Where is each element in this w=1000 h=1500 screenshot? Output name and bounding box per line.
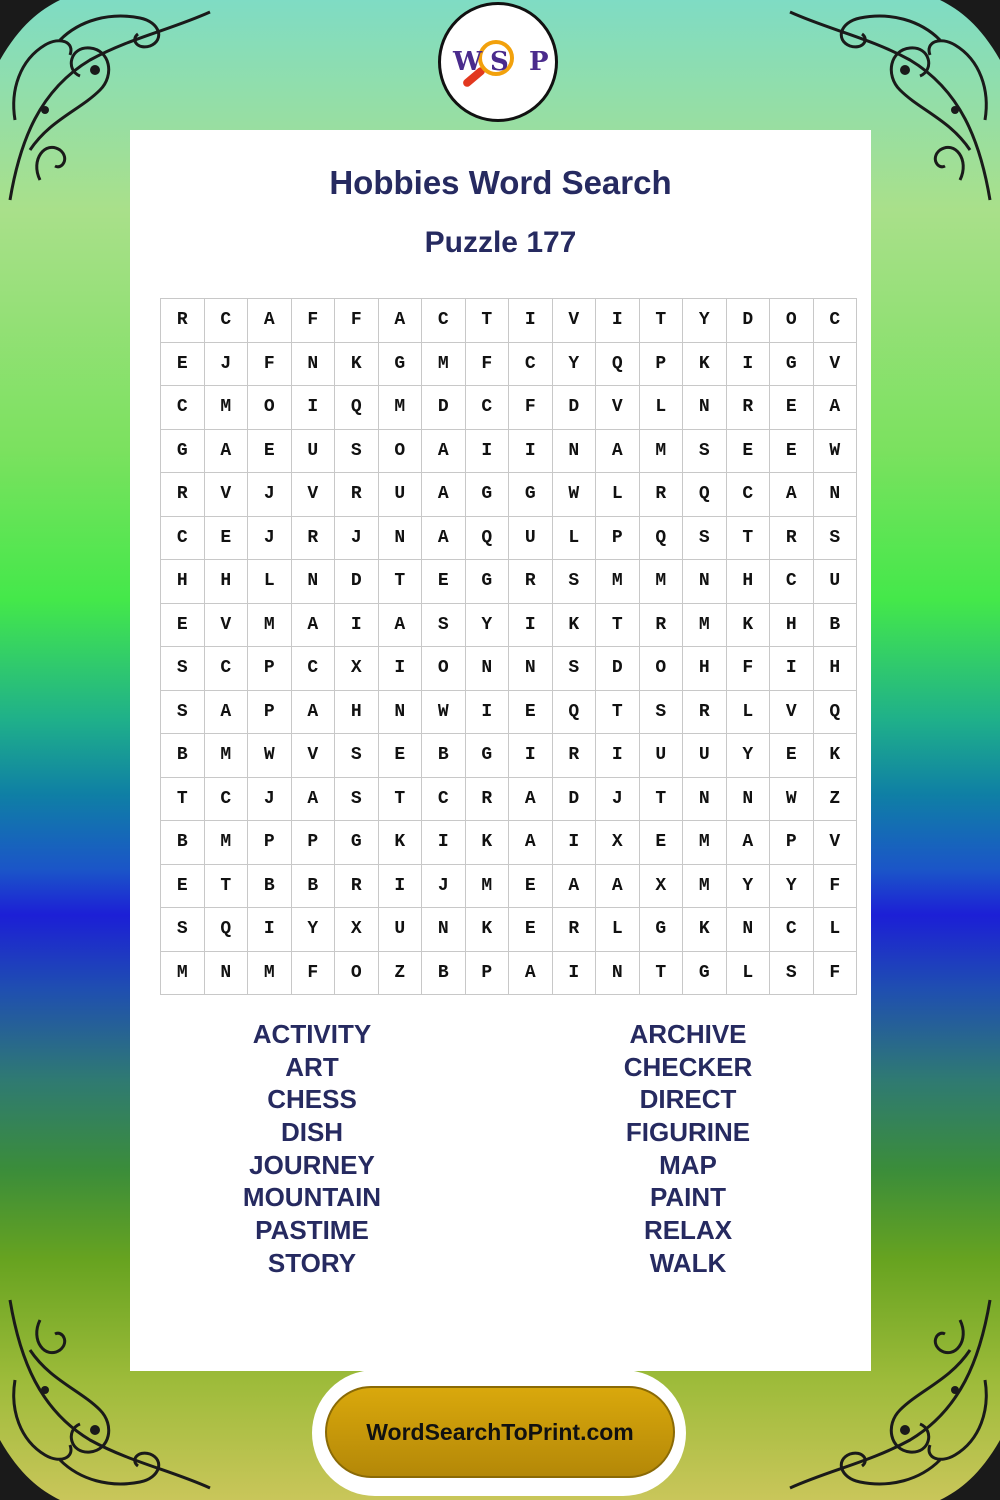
grid-cell[interactable]: T xyxy=(378,560,422,604)
grid-cell[interactable]: A xyxy=(291,603,335,647)
grid-cell[interactable]: R xyxy=(726,386,770,430)
grid-cell[interactable]: C xyxy=(204,647,248,691)
grid-cell[interactable]: M xyxy=(683,603,727,647)
grid-cell[interactable]: R xyxy=(639,603,683,647)
grid-cell[interactable]: R xyxy=(770,516,814,560)
grid-cell[interactable]: X xyxy=(596,821,640,865)
grid-cell[interactable]: D xyxy=(552,777,596,821)
grid-cell[interactable]: U xyxy=(639,734,683,778)
grid-cell[interactable]: T xyxy=(639,951,683,995)
grid-cell[interactable]: F xyxy=(813,864,857,908)
grid-cell[interactable]: U xyxy=(291,429,335,473)
grid-cell[interactable]: Y xyxy=(770,864,814,908)
grid-cell[interactable]: A xyxy=(509,821,553,865)
grid-cell[interactable]: N xyxy=(465,647,509,691)
grid-cell[interactable]: T xyxy=(378,777,422,821)
grid-cell[interactable]: J xyxy=(248,473,292,517)
grid-cell[interactable]: I xyxy=(509,603,553,647)
grid-cell[interactable]: B xyxy=(813,603,857,647)
grid-cell[interactable]: E xyxy=(509,908,553,952)
grid-cell[interactable]: R xyxy=(161,299,205,343)
grid-cell[interactable]: S xyxy=(422,603,466,647)
grid-cell[interactable]: W xyxy=(552,473,596,517)
grid-cell[interactable]: F xyxy=(291,299,335,343)
word-list-item: MOUNTAIN xyxy=(242,1182,382,1213)
grid-cell[interactable]: A xyxy=(422,429,466,473)
grid-cell[interactable]: Q xyxy=(204,908,248,952)
grid-row xyxy=(161,473,857,517)
grid-cell[interactable]: T xyxy=(639,299,683,343)
grid-cell[interactable]: H xyxy=(335,690,379,734)
grid-cell[interactable]: L xyxy=(639,386,683,430)
grid-cell[interactable]: S xyxy=(683,429,727,473)
grid-cell[interactable]: R xyxy=(683,690,727,734)
grid-cell[interactable]: E xyxy=(770,386,814,430)
grid-cell[interactable]: I xyxy=(552,951,596,995)
grid-cell[interactable]: L xyxy=(596,908,640,952)
grid-cell[interactable]: A xyxy=(813,386,857,430)
grid-cell[interactable]: J xyxy=(248,516,292,560)
grid-cell[interactable]: M xyxy=(422,342,466,386)
word-list-item: DIRECT xyxy=(639,1084,737,1115)
grid-cell[interactable]: K xyxy=(683,342,727,386)
grid-cell[interactable]: Y xyxy=(683,299,727,343)
grid-cell[interactable]: F xyxy=(813,951,857,995)
grid-cell[interactable]: P xyxy=(596,516,640,560)
grid-cell[interactable]: K xyxy=(465,908,509,952)
grid-cell[interactable]: I xyxy=(726,342,770,386)
grid-cell[interactable]: W xyxy=(422,690,466,734)
grid-cell[interactable]: P xyxy=(465,951,509,995)
grid-cell[interactable]: Q xyxy=(552,690,596,734)
grid-cell[interactable]: T xyxy=(204,864,248,908)
grid-cell[interactable]: C xyxy=(813,299,857,343)
grid-cell[interactable]: R xyxy=(465,777,509,821)
grid-cell[interactable]: M xyxy=(639,560,683,604)
grid-cell[interactable]: I xyxy=(378,647,422,691)
grid-row xyxy=(161,342,857,386)
grid-cell[interactable]: C xyxy=(291,647,335,691)
grid-cell[interactable]: L xyxy=(248,560,292,604)
grid-cell[interactable]: Y xyxy=(552,342,596,386)
grid-cell[interactable]: C xyxy=(509,342,553,386)
grid-cell[interactable]: Z xyxy=(378,951,422,995)
grid-cell[interactable]: W xyxy=(770,777,814,821)
grid-cell[interactable]: J xyxy=(596,777,640,821)
grid-row xyxy=(161,429,857,473)
grid-cell[interactable]: G xyxy=(770,342,814,386)
grid-cell[interactable]: L xyxy=(552,516,596,560)
grid-cell[interactable]: M xyxy=(683,864,727,908)
website-link-button[interactable]: WordSearchToPrint.com xyxy=(325,1386,675,1478)
grid-cell[interactable]: N xyxy=(422,908,466,952)
grid-cell[interactable]: M xyxy=(161,951,205,995)
grid-cell[interactable]: S xyxy=(639,690,683,734)
grid-cell[interactable]: N xyxy=(552,429,596,473)
grid-cell[interactable]: D xyxy=(335,560,379,604)
grid-cell[interactable]: C xyxy=(204,777,248,821)
grid-cell[interactable]: T xyxy=(465,299,509,343)
puzzle-sheet xyxy=(130,130,871,1371)
word-list-item: PASTIME xyxy=(255,1215,369,1246)
grid-cell[interactable]: L xyxy=(813,908,857,952)
grid-cell[interactable]: H xyxy=(161,560,205,604)
grid-cell[interactable]: G xyxy=(335,821,379,865)
grid-cell[interactable]: L xyxy=(596,473,640,517)
grid-cell[interactable]: M xyxy=(204,386,248,430)
grid-row xyxy=(161,821,857,865)
logo-letter-w: W xyxy=(453,47,483,77)
grid-cell[interactable]: D xyxy=(726,299,770,343)
word-list-item: STORY xyxy=(267,1247,357,1278)
grid-cell[interactable]: I xyxy=(465,429,509,473)
grid-row xyxy=(161,647,857,691)
word-list-item: CHESS xyxy=(267,1084,357,1115)
grid-cell[interactable]: A xyxy=(552,864,596,908)
grid-cell[interactable]: R xyxy=(552,908,596,952)
grid-cell[interactable]: G xyxy=(683,951,727,995)
grid-cell[interactable]: C xyxy=(161,516,205,560)
grid-cell[interactable]: N xyxy=(683,777,727,821)
grid-cell[interactable]: O xyxy=(770,299,814,343)
grid-cell[interactable]: M xyxy=(683,821,727,865)
word-list-left xyxy=(162,1018,462,1280)
grid-row xyxy=(161,734,857,778)
grid-cell[interactable]: J xyxy=(422,864,466,908)
word-list-item: ARCHIVE xyxy=(629,1019,747,1049)
grid-row xyxy=(161,951,857,995)
grid-cell[interactable]: C xyxy=(465,386,509,430)
grid-cell[interactable]: I xyxy=(509,429,553,473)
grid-cell[interactable]: K xyxy=(683,908,727,952)
grid-cell[interactable]: S xyxy=(335,777,379,821)
grid-cell[interactable]: R xyxy=(291,516,335,560)
grid-cell[interactable]: I xyxy=(335,603,379,647)
grid-cell[interactable]: E xyxy=(204,516,248,560)
grid-cell[interactable]: Q xyxy=(465,516,509,560)
grid-cell[interactable]: A xyxy=(422,516,466,560)
grid-cell[interactable]: K xyxy=(552,603,596,647)
grid-cell[interactable]: N xyxy=(596,951,640,995)
grid-cell[interactable]: U xyxy=(683,734,727,778)
grid-cell[interactable]: A xyxy=(422,473,466,517)
grid-cell[interactable]: W xyxy=(248,734,292,778)
grid-cell[interactable]: I xyxy=(509,734,553,778)
grid-cell[interactable]: A xyxy=(204,690,248,734)
grid-row xyxy=(161,603,857,647)
grid-cell[interactable]: B xyxy=(291,864,335,908)
grid-cell[interactable]: U xyxy=(378,473,422,517)
grid-cell[interactable]: A xyxy=(509,777,553,821)
grid-cell[interactable]: C xyxy=(204,299,248,343)
grid-cell[interactable]: P xyxy=(248,690,292,734)
grid-cell[interactable]: N xyxy=(726,908,770,952)
grid-cell[interactable]: A xyxy=(291,777,335,821)
grid-cell[interactable]: F xyxy=(509,386,553,430)
grid-cell[interactable]: R xyxy=(552,734,596,778)
grid-cell[interactable]: L xyxy=(726,690,770,734)
grid-cell[interactable]: I xyxy=(248,908,292,952)
grid-cell[interactable]: O xyxy=(335,951,379,995)
grid-cell[interactable]: O xyxy=(248,386,292,430)
grid-cell[interactable]: V xyxy=(813,821,857,865)
grid-cell[interactable]: P xyxy=(248,821,292,865)
grid-cell[interactable]: Q xyxy=(335,386,379,430)
grid-cell[interactable]: I xyxy=(465,690,509,734)
grid-cell[interactable]: P xyxy=(291,821,335,865)
grid-row xyxy=(161,908,857,952)
grid-cell[interactable]: A xyxy=(770,473,814,517)
grid-cell[interactable]: G xyxy=(465,560,509,604)
word-list-item: ACTIVITY xyxy=(252,1019,372,1049)
grid-cell[interactable]: E xyxy=(378,734,422,778)
grid-row xyxy=(161,560,857,604)
grid-cell[interactable]: N xyxy=(291,342,335,386)
word-list-item: ART xyxy=(285,1051,339,1082)
grid-cell[interactable]: C xyxy=(422,777,466,821)
grid-cell[interactable]: G xyxy=(639,908,683,952)
grid-cell[interactable]: S xyxy=(161,908,205,952)
grid-cell[interactable]: S xyxy=(552,647,596,691)
grid-cell[interactable]: R xyxy=(639,473,683,517)
grid-row xyxy=(161,864,857,908)
grid-cell[interactable]: D xyxy=(596,647,640,691)
word-list-item: PAINT xyxy=(649,1182,727,1213)
grid-cell[interactable]: E xyxy=(509,690,553,734)
grid-cell[interactable]: E xyxy=(509,864,553,908)
grid-cell[interactable]: E xyxy=(248,429,292,473)
grid-cell[interactable]: A xyxy=(726,821,770,865)
grid-cell[interactable]: A xyxy=(204,429,248,473)
grid-cell[interactable]: C xyxy=(726,473,770,517)
grid-cell[interactable]: S xyxy=(683,516,727,560)
grid-cell[interactable]: S xyxy=(335,429,379,473)
grid-cell[interactable]: R xyxy=(161,473,205,517)
grid-cell[interactable]: D xyxy=(552,386,596,430)
grid-cell[interactable]: J xyxy=(335,516,379,560)
puzzle-title: Hobbies Word Search xyxy=(329,164,672,201)
word-list-item: JOURNEY xyxy=(249,1149,375,1180)
grid-cell[interactable]: V xyxy=(204,603,248,647)
grid-cell[interactable]: M xyxy=(204,734,248,778)
word-list-item: CHECKER xyxy=(623,1051,753,1082)
grid-cell[interactable]: K xyxy=(378,821,422,865)
grid-cell[interactable]: X xyxy=(335,647,379,691)
grid-cell[interactable]: T xyxy=(161,777,205,821)
grid-cell[interactable]: P xyxy=(639,342,683,386)
grid-cell[interactable]: S xyxy=(770,951,814,995)
wsp-logo[interactable] xyxy=(438,2,558,122)
word-list-item: FIGURINE xyxy=(625,1117,751,1148)
grid-cell[interactable]: C xyxy=(770,908,814,952)
grid-cell[interactable]: E xyxy=(770,734,814,778)
grid-cell[interactable]: C xyxy=(161,386,205,430)
word-list-item: WALK xyxy=(649,1247,727,1278)
grid-cell[interactable]: S xyxy=(335,734,379,778)
grid-cell[interactable]: Y xyxy=(465,603,509,647)
grid-cell[interactable]: E xyxy=(422,560,466,604)
grid-cell[interactable]: N xyxy=(683,560,727,604)
grid-cell[interactable]: N xyxy=(378,690,422,734)
grid-cell[interactable]: H xyxy=(204,560,248,604)
grid-cell[interactable]: S xyxy=(161,647,205,691)
grid-cell[interactable]: Y xyxy=(726,864,770,908)
grid-cell[interactable]: B xyxy=(422,951,466,995)
grid-cell[interactable]: F xyxy=(465,342,509,386)
grid-cell[interactable]: T xyxy=(726,516,770,560)
grid-cell[interactable]: W xyxy=(813,429,857,473)
grid-cell[interactable]: H xyxy=(770,603,814,647)
grid-cell[interactable]: M xyxy=(639,429,683,473)
grid-cell[interactable]: I xyxy=(770,647,814,691)
letter-grid[interactable] xyxy=(160,298,857,995)
grid-cell[interactable]: I xyxy=(378,864,422,908)
grid-cell[interactable]: E xyxy=(161,864,205,908)
grid-cell[interactable]: V xyxy=(813,342,857,386)
grid-cell[interactable]: I xyxy=(291,386,335,430)
grid-cell[interactable]: K xyxy=(813,734,857,778)
grid-cell[interactable]: I xyxy=(422,821,466,865)
grid-cell[interactable]: F xyxy=(248,342,292,386)
grid-cell[interactable]: V xyxy=(291,473,335,517)
grid-cell[interactable]: Q xyxy=(639,516,683,560)
grid-cell[interactable]: N xyxy=(204,951,248,995)
grid-cell[interactable]: U xyxy=(509,516,553,560)
grid-cell[interactable]: U xyxy=(813,560,857,604)
word-list-item: DISH xyxy=(280,1117,344,1148)
grid-cell[interactable]: Q xyxy=(813,690,857,734)
grid-cell[interactable]: F xyxy=(335,299,379,343)
grid-cell[interactable]: M xyxy=(596,560,640,604)
grid-cell[interactable]: O xyxy=(378,429,422,473)
grid-cell[interactable]: K xyxy=(465,821,509,865)
grid-cell[interactable]: N xyxy=(509,647,553,691)
grid-cell[interactable]: M xyxy=(204,821,248,865)
grid-cell[interactable]: X xyxy=(639,864,683,908)
word-list-item: MAP xyxy=(659,1149,717,1180)
puzzle-number: Puzzle 177 xyxy=(424,226,577,259)
grid-row xyxy=(161,690,857,734)
grid-cell[interactable]: G xyxy=(465,473,509,517)
logo-letter-s: S xyxy=(490,47,509,77)
grid-cell[interactable]: E xyxy=(726,429,770,473)
grid-cell[interactable]: A xyxy=(248,299,292,343)
grid-cell[interactable]: V xyxy=(552,299,596,343)
grid-cell[interactable]: L xyxy=(726,951,770,995)
grid-row xyxy=(161,299,857,343)
grid-row xyxy=(161,777,857,821)
grid-cell[interactable]: I xyxy=(596,299,640,343)
grid-cell[interactable]: A xyxy=(596,429,640,473)
grid-cell[interactable]: J xyxy=(204,342,248,386)
word-list-right xyxy=(538,1018,838,1280)
grid-cell[interactable]: V xyxy=(770,690,814,734)
grid-cell[interactable]: N xyxy=(813,473,857,517)
grid-cell[interactable]: Y xyxy=(726,734,770,778)
grid-cell[interactable]: E xyxy=(639,821,683,865)
grid-cell[interactable]: P xyxy=(770,821,814,865)
grid-cell[interactable]: N xyxy=(378,516,422,560)
grid-cell[interactable]: D xyxy=(422,386,466,430)
grid-cell[interactable]: Q xyxy=(596,342,640,386)
grid-cell[interactable]: A xyxy=(378,603,422,647)
grid-cell[interactable]: I xyxy=(596,734,640,778)
grid-cell[interactable]: E xyxy=(161,603,205,647)
grid-cell[interactable]: S xyxy=(552,560,596,604)
grid-cell[interactable]: N xyxy=(291,560,335,604)
grid-cell[interactable]: A xyxy=(509,951,553,995)
grid-cell[interactable]: V xyxy=(291,734,335,778)
grid-cell[interactable]: M xyxy=(378,386,422,430)
grid-cell[interactable]: T xyxy=(596,690,640,734)
grid-cell[interactable]: I xyxy=(552,821,596,865)
grid-row xyxy=(161,516,857,560)
word-list-item: RELAX xyxy=(643,1215,733,1246)
grid-cell[interactable]: I xyxy=(509,299,553,343)
grid-cell[interactable]: B xyxy=(161,734,205,778)
grid-cell[interactable]: X xyxy=(335,908,379,952)
grid-cell[interactable]: U xyxy=(378,908,422,952)
grid-cell[interactable]: O xyxy=(422,647,466,691)
grid-cell[interactable]: S xyxy=(813,516,857,560)
grid-cell[interactable]: E xyxy=(161,342,205,386)
grid-cell[interactable]: H xyxy=(683,647,727,691)
grid-cell[interactable]: T xyxy=(596,603,640,647)
grid-cell[interactable]: M xyxy=(248,951,292,995)
grid-cell[interactable]: A xyxy=(596,864,640,908)
grid-cell[interactable]: Z xyxy=(813,777,857,821)
grid-cell[interactable]: R xyxy=(509,560,553,604)
grid-cell[interactable]: J xyxy=(248,777,292,821)
grid-cell[interactable]: Q xyxy=(683,473,727,517)
grid-cell[interactable]: B xyxy=(161,821,205,865)
grid-cell[interactable]: B xyxy=(248,864,292,908)
grid-cell[interactable]: V xyxy=(596,386,640,430)
grid-cell[interactable]: N xyxy=(726,777,770,821)
grid-cell[interactable]: H xyxy=(813,647,857,691)
grid-cell[interactable]: E xyxy=(770,429,814,473)
grid-cell[interactable]: G xyxy=(465,734,509,778)
grid-cell[interactable]: V xyxy=(204,473,248,517)
grid-cell[interactable]: K xyxy=(726,603,770,647)
grid-cell[interactable]: F xyxy=(291,951,335,995)
grid-cell[interactable]: G xyxy=(509,473,553,517)
grid-cell[interactable]: M xyxy=(248,603,292,647)
grid-cell[interactable]: A xyxy=(291,690,335,734)
grid-cell[interactable]: H xyxy=(726,560,770,604)
grid-cell[interactable]: R xyxy=(335,473,379,517)
grid-cell[interactable]: C xyxy=(422,299,466,343)
grid-cell[interactable]: M xyxy=(465,864,509,908)
grid-cell[interactable]: P xyxy=(248,647,292,691)
grid-cell[interactable]: S xyxy=(161,690,205,734)
grid-cell[interactable]: Y xyxy=(291,908,335,952)
grid-cell[interactable]: B xyxy=(422,734,466,778)
grid-cell[interactable]: R xyxy=(335,864,379,908)
grid-cell[interactable]: F xyxy=(726,647,770,691)
grid-cell[interactable]: G xyxy=(378,342,422,386)
grid-row xyxy=(161,386,857,430)
grid-cell[interactable]: A xyxy=(378,299,422,343)
grid-cell[interactable]: G xyxy=(161,429,205,473)
grid-cell[interactable]: O xyxy=(639,647,683,691)
grid-cell[interactable]: T xyxy=(639,777,683,821)
grid-cell[interactable]: C xyxy=(770,560,814,604)
grid-cell[interactable]: N xyxy=(683,386,727,430)
logo-letter-p: P xyxy=(529,47,549,77)
grid-cell[interactable]: K xyxy=(335,342,379,386)
